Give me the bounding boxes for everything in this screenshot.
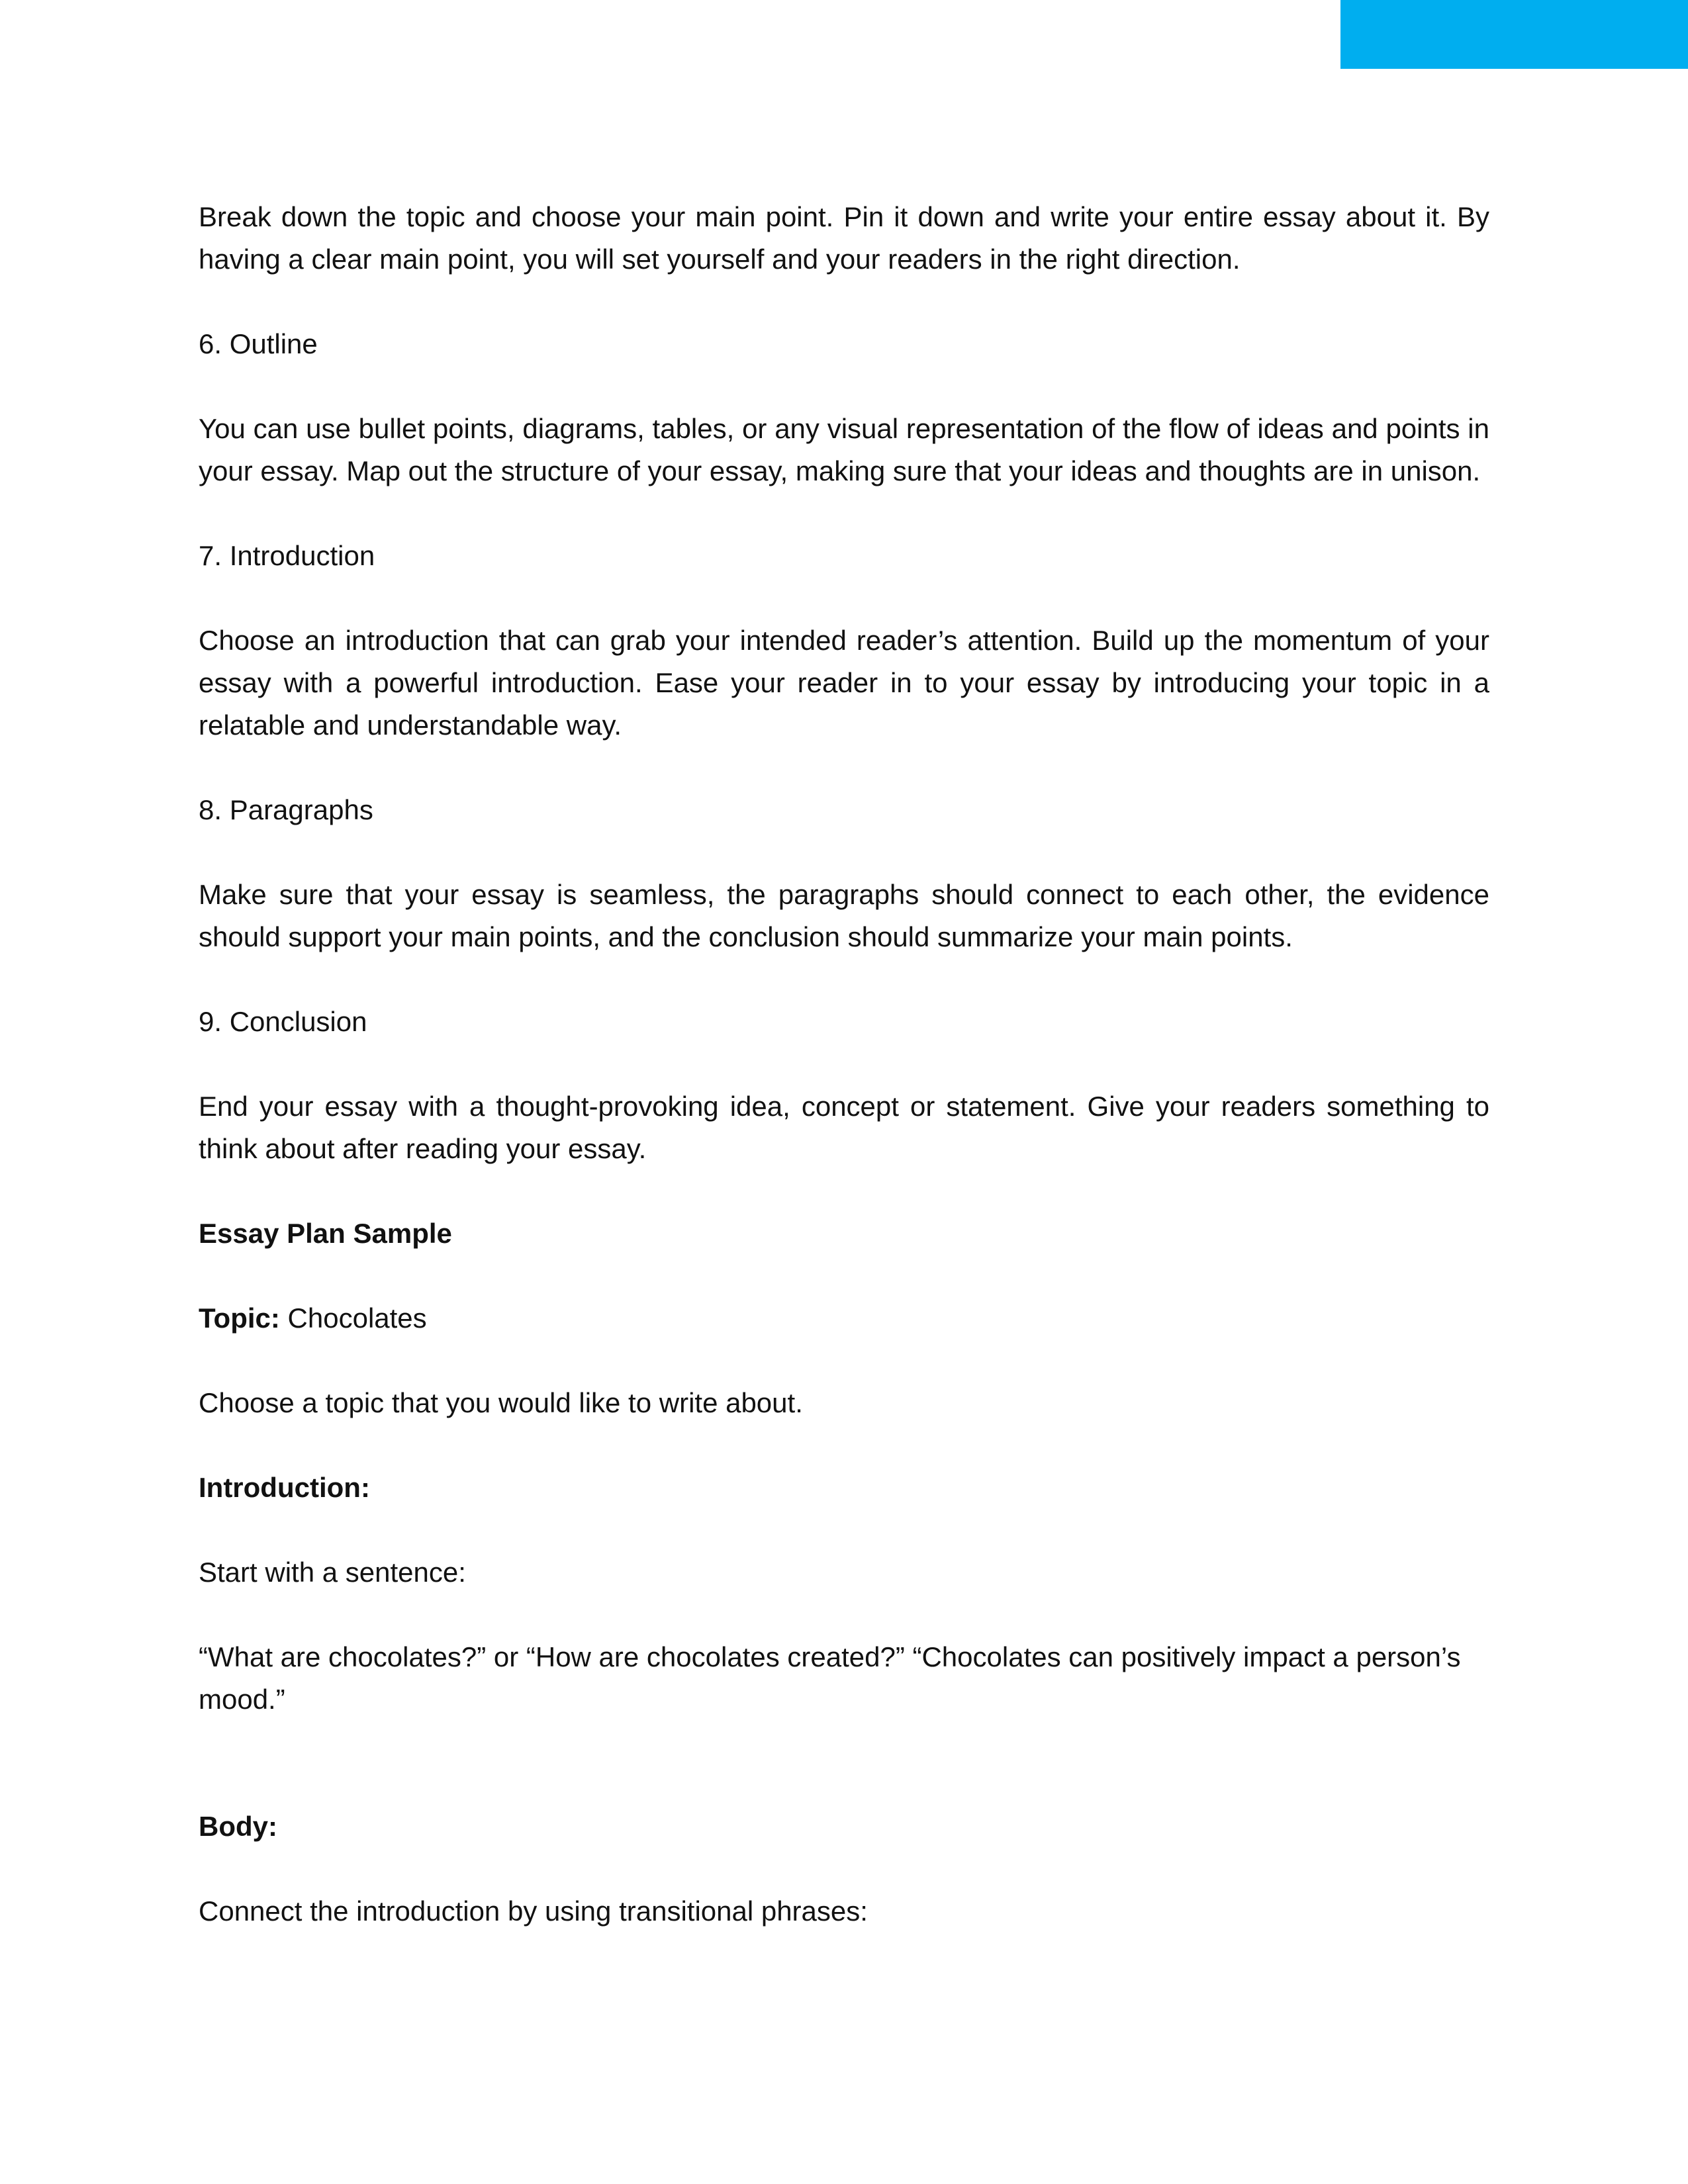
- topic-label: Topic:: [199, 1302, 280, 1334]
- sample-introduction-label: Introduction:: [199, 1472, 370, 1503]
- sample-introduction-example: “What are chocolates?” or “How are chocolates created?” “Chocolates can positively impact a person’s mood.”: [199, 1641, 1461, 1715]
- sample-introduction-instruction: Start with a sentence:: [199, 1557, 466, 1588]
- topic-line: [199, 1297, 1489, 1340]
- sample-title: Essay Plan Sample: [199, 1218, 452, 1249]
- topic-value: Chocolates: [279, 1302, 427, 1334]
- paragraphs-heading: 8. Paragraphs: [199, 794, 373, 825]
- sample-body-instruction: Connect the introduction by using transitional phrases:: [199, 1895, 868, 1927]
- document-body: [199, 196, 1489, 1933]
- introduction-heading: 7. Introduction: [199, 540, 375, 571]
- introduction-paragraph: Choose an introduction that can grab your intended reader’s attention. Build up the momentum of your essay with a powerful introduction. Ease your reader in to your essay by introducing your topic in a relatable and understandable way.: [199, 625, 1489, 741]
- header-accent-bar: [1340, 0, 1688, 69]
- outline-heading: 6. Outline: [199, 328, 318, 359]
- conclusion-paragraph: End your essay with a thought-provoking idea, concept or statement. Give your readers something to think about after reading your essay.: [199, 1091, 1489, 1164]
- sample-body-label: Body:: [199, 1811, 277, 1842]
- topic-instruction: Choose a topic that you would like to write about.: [199, 1387, 803, 1418]
- outline-paragraph: You can use bullet points, diagrams, tables, or any visual representation of the flow of ideas and points in your essay. Map out the structure of your essay, making sure that your ideas and thoughts are in unison.: [199, 413, 1489, 486]
- conclusion-heading: 9. Conclusion: [199, 1006, 367, 1037]
- paragraphs-paragraph: Make sure that your essay is seamless, the paragraphs should connect to each other, the evidence should support your main points, and the conclusion should summarize your main points.: [199, 879, 1489, 952]
- main-point-paragraph: Break down the topic and choose your main point. Pin it down and write your entire essay about it. By having a clear main point, you will set yourself and your readers in the right direction.: [199, 201, 1489, 275]
